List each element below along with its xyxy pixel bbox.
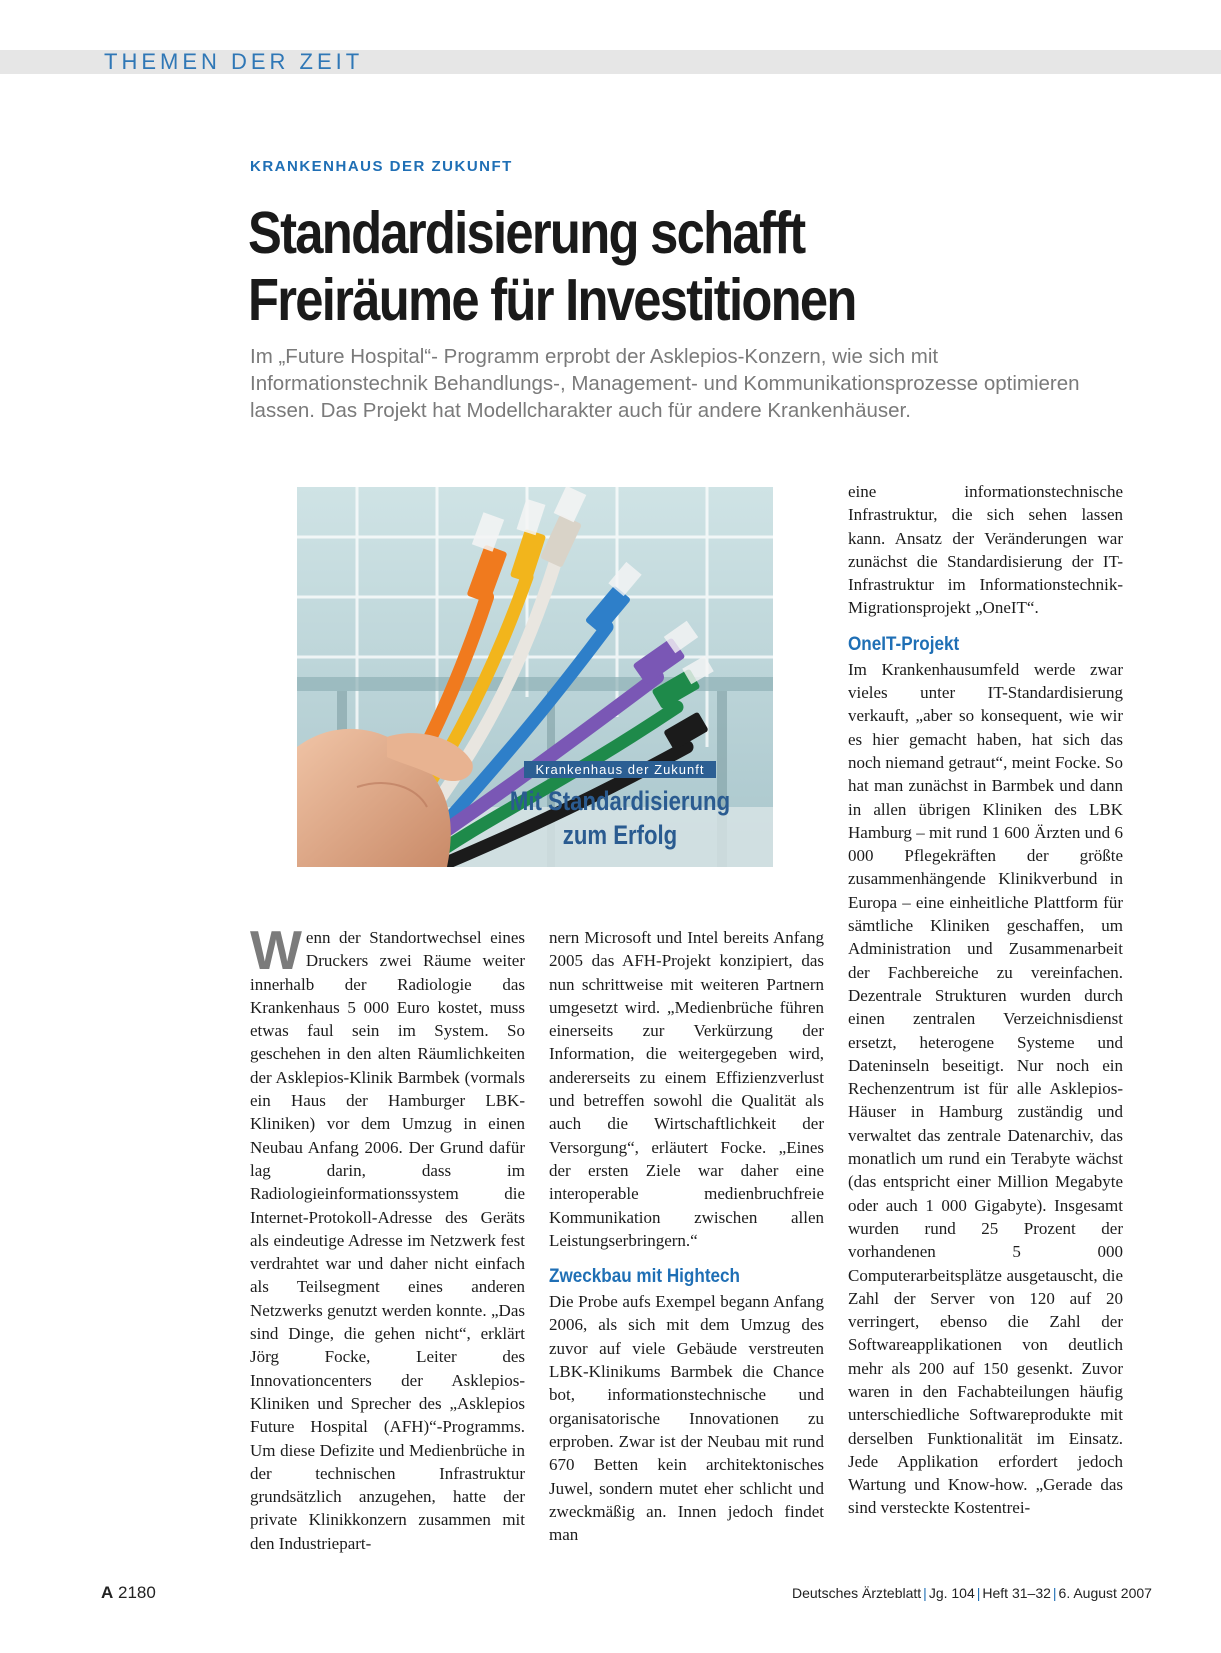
photo-caption-kicker: Krankenhaus der Zukunft xyxy=(524,761,716,778)
body-text-col1: enn der Standortwechsel eines Druckers zwei Räume weiter innerhalb der Radiologie das Krankenhaus 5 000 Euro kostet, muss etwas faul sein im System. So geschehen in den alten Räumlichkeiten der Asklepios-Klinik Barmbek (vormals ein Haus der Hamburger LBK-Kliniken) vor dem Umzug in einen Neubau Anfang 2006. Der Grund dafür lag darin, dass im Radiologieinformationssystem die Internet-Protokoll-Adresse des Geräts als eindeutige Adresse im Netzwerk fest verdrahtet war und daher nicht einfach als Teilsegment eines anderen Netzwerks genutzt werden konnte. „Das sind Dinge, die gehen nicht“, erklärt Jörg Focke, Leiter des Innovationcenters der Asklepios-Kliniken und Sprecher des „Asklepios Future Hospital (AFH)“-Programms. Um diese Defizite und Medienbrüche in der technischen Infrastruktur grundsätzlich anzugehen, hatte der private Klinikkonzern zusammen mit den Industriepart- xyxy=(250,928,525,1553)
body-paragraph-5: Im Krankenhausumfeld werde zwar vieles unter IT-Standardisierung verkauft, „aber so konsequent, wie wir es hier gemacht haben, hat sich das noch niemand getraut“, meint Focke. So hat man zunächst in Barmbek und dann in allen übrigen Kliniken des LBK Hamburg – mit rund 1 600 Ärzten und 6 000 Pflegekräften der größte zusammenhängende Klinikverbund in Europa – eine einheitliche Plattform für sämtliche Kliniken geschaffen, um Administration und Zusammenarbeit der Fachbereiche zu vereinfachen. Dezentrale Strukturen wurden durch einen zentralen Verzeichnisdienst ersetzt, heterogene Systeme und Dateninseln beseitigt. Nur noch ein Rechenzentrum ist für alle Asklepios-Häuser in Hamburg zuständig und verwaltet das zentrale Datenarchiv, das monatlich um rund ein Terabyte wächst (das entspricht einer Million Megabyte oder auch 1 000 Gigabyte). Insgesamt wurden rund 25 Prozent der vorhandenen 5 000 Computerarbeitsplätze ausgetauscht, die Zahl der Server von 120 auf 20 verringert, ebenso die Zahl der Softwareapplikationen von deutlich mehr als 200 auf 150 gesenkt. Zuvor waren in den Fachabteilungen häufig unterschiedliche Softwareprodukte mit derselben Funktionalität im Einsatz. Jede Applikation erfordert jedoch Wartung und Know-how. „Gerade das sind versteckte Kostentrei- xyxy=(848,659,1123,1518)
photo-caption-line-1: Mit Standardisierung xyxy=(509,786,731,816)
subheading-oneit: OneIT-Projekt xyxy=(848,633,960,655)
page-number xyxy=(101,1583,156,1603)
body-column-2 xyxy=(549,926,824,1546)
page-number-value: 2180 xyxy=(118,1583,156,1602)
journal-footer: Deutsches Ärzteblatt | Jg. 104 | Heft 31–32 | 6. August 2007 xyxy=(792,1585,1152,1601)
section-bar xyxy=(0,50,1221,74)
kicker: KRANKENHAUS DER ZUKUNFT xyxy=(250,158,513,175)
subheading-zweckbau: Zweckbau mit Hightech xyxy=(549,1266,740,1288)
section-label: THEMEN DER ZEIT xyxy=(104,49,364,74)
journal-name: Deutsches Ärzteblatt xyxy=(792,1585,922,1601)
body-paragraph-4: eine informationstechnische Infrastruktur, die sich sehen lassen kann. Ansatz der Veränderungen war zunächst die Standardisierung der IT-Infrastruktur im Informationstechnik-Migrationsprojekt „OneIT“. xyxy=(848,482,1123,618)
lede: Im „Future Hospital“- Programm erprobt der Asklepios-Konzern, wie sich mit Informationstechnik Behandlungs-, Management- und Kommunikationsprozesse optimieren lassen. Das Projekt hat Modellcharakter auch für andere Krankenhäuser. xyxy=(250,345,1080,422)
photo-caption-line-2: zum Erfolg xyxy=(562,820,678,850)
drop-cap: W xyxy=(250,919,302,981)
body-paragraph-3: Die Probe aufs Exempel begann Anfang 2006, als sich mit dem Umzug des zuvor auf viele Gebäude verstreuten LBK-Klinikums Barmbek die Chance bot, informationstechnische und organisatorische Innovationen zu erproben. Zwar ist der Neubau mit rund 670 Betten kein architektonisches Juwel, sondern mutet eher schlicht und zweckmäßig an. Innen jedoch findet man xyxy=(549,1292,824,1545)
body-paragraph-2: nern Microsoft und Intel bereits Anfang 2005 das AFH-Projekt konzipiert, das nun schrittweise mit weiteren Partnern umgesetzt wird. „Medienbrüche führen einerseits zur Verkürzung der Information, die weitergegeben wird, andererseits zu einem Effizienzverlust und betreffen sowohl die Qualität als auch die Wirtschaftlichkeit der Versorgung“, erläutert Focke. „Eines der ersten Ziele war daher eine interoperable medienbruchfreie Kommunikation zwischen allen Leistungserbringern.“ xyxy=(549,928,824,1250)
body-column-1 xyxy=(250,919,525,1555)
photo-caption-title xyxy=(497,784,743,852)
journal-date: 6. August 2007 xyxy=(1058,1585,1152,1601)
body-column-3 xyxy=(848,480,1123,1520)
journal-issue: Heft 31–32 xyxy=(982,1585,1051,1601)
body-paragraph-1 xyxy=(250,919,525,1555)
headline xyxy=(248,200,1022,334)
headline-line-2: Freiräume für Investitionen xyxy=(248,267,856,333)
journal-volume: Jg. 104 xyxy=(928,1585,975,1601)
headline-line-1: Standardisierung schafft xyxy=(248,200,805,266)
page-prefix: A xyxy=(101,1583,114,1602)
